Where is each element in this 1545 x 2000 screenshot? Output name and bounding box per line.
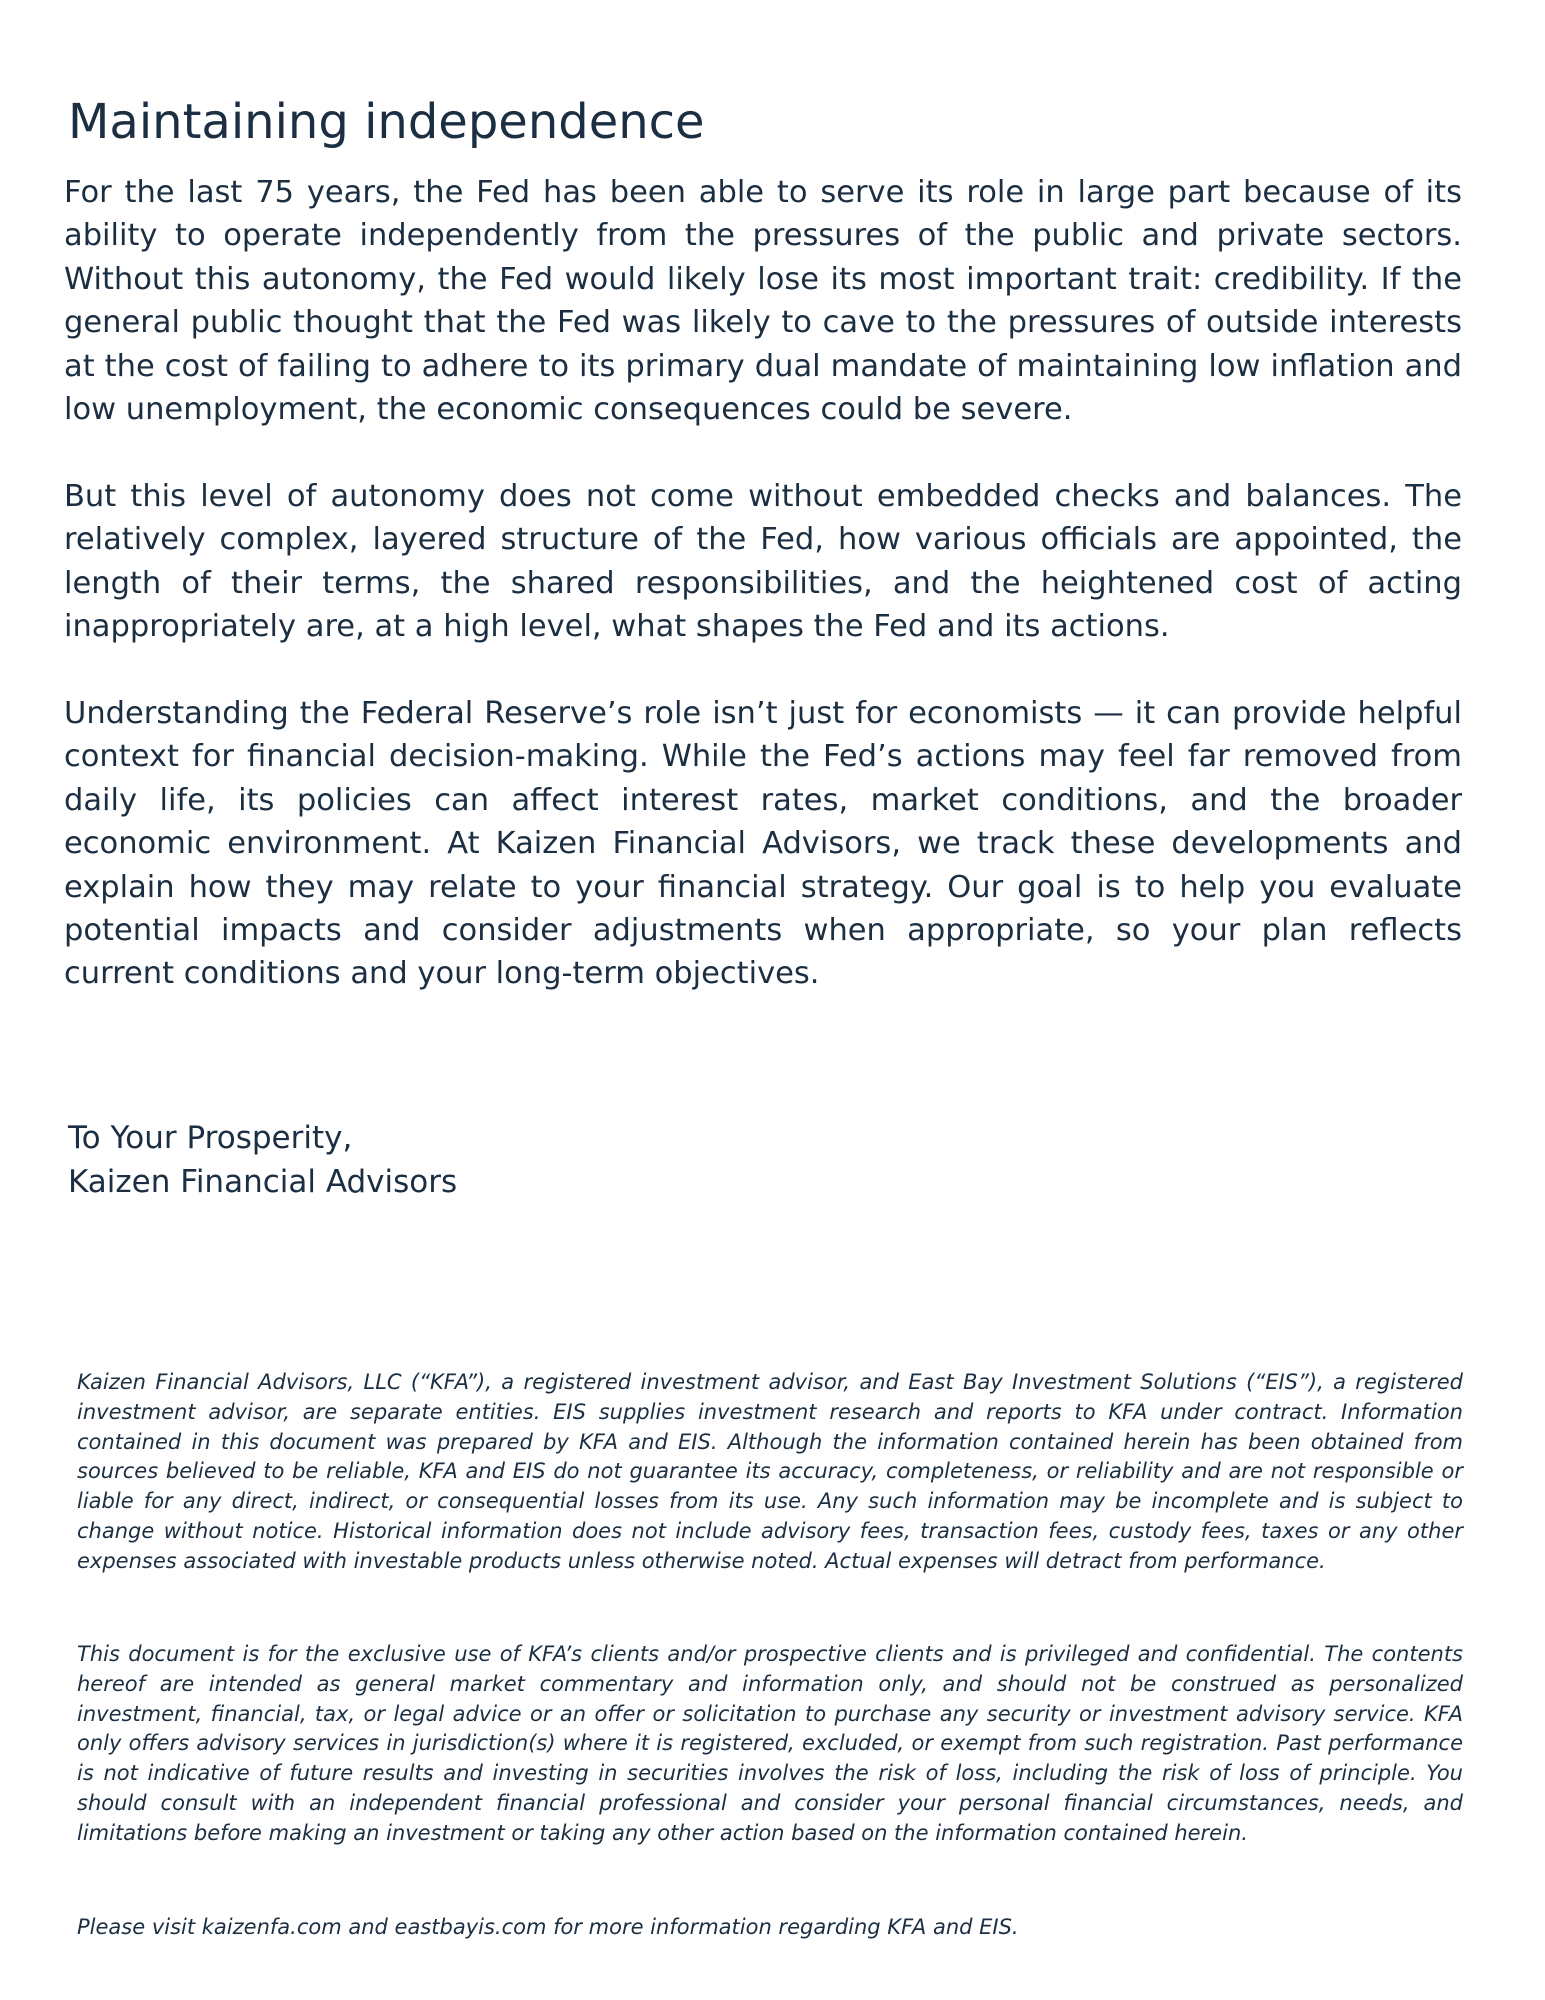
signature-line: Kaizen Financial Advisors [68,1164,458,1200]
page-title: Maintaining independence [68,94,705,150]
signoff-block [68,1116,457,1204]
body-paragraph-checks-balances: But this level of autonomy does not come without embedded checks and balances. The relatively complex, layered structure of the Fed, how various officials are appointed, the length of their terms, the shared responsibilities, and the heightened cost of acting inappropriately are, at a high level, what shapes the Fed and its actions. [64,479,1462,645]
disclaimer-websites: Please visit kaizenfa.com and eastbayis.com for more information regarding KFA and EIS. [77,1915,1019,1939]
body-paragraph-independence: For the last 75 years, the Fed has been able to serve its role in large part because of its ability to operate independently from the pressures of the public and private sectors. Without this autonomy, the Fed would likely lose its most important trait: credibility. If the general public thought that the Fed was likely to cave to the pressures of outside interests at the cost of failing to adhere to its primary dual mandate of maintaining low inflation and low unemployment, the economic consequences could be severe. [64,175,1462,428]
disclaimer-confidential: This document is for the exclusive use of KFA’s clients and/or prospective clients and is privileged and confidential. The contents hereof are intended as general market commentary and information only, and should not be construed as personalized investment, financial, tax, or legal advice or an offer or solicitation to purchase any security or investment advisory service. KFA only offers advisory services in jurisdiction(s) where it is registered, excluded, or exempt from such registration. Past performance is not indicative of future results and investing in securities involves the risk of loss, including the risk of loss of principle. You should consult with an independent financial professional and consider your personal financial circumstances, needs, and limitations before making an investment or taking any other action based on the information contained herein. [77,1642,1463,1845]
body-paragraph-kfa-role: Understanding the Federal Reserve’s role isn’t just for economists — it can provide helpful context for financial decision-making. While the Fed’s actions may feel far removed from daily life, its policies can affect interest rates, market conditions, and the broader economic environment. At Kaizen Financial Advisors, we track these developments and explain how they may relate to your financial strategy. Our goal is to help you evaluate potential impacts and consider adjustments when appropriate, so your plan reflects current conditions and your long-term objectives. [64,696,1462,992]
disclaimer-entities: Kaizen Financial Advisors, LLC (“KFA”), a registered investment advisor, and East Bay Investment Solutions (“EIS”), a registered investment advisor, are separate entities. EIS supplies investment research and reports to KFA under contract. Information contained in this document was prepared by KFA and EIS. Although the information contained herein has been obtained from sources believed to be reliable, KFA and EIS do not guarantee its accuracy, completeness, or reliability and are not responsible or liable for any direct, indirect, or consequential losses from its use. Any such information may be incomplete and is subject to change without notice. Historical information does not include advisory fees, transaction fees, custody fees, taxes or any other expenses associated with investable products unless otherwise noted. Actual expenses will detract from performance. [77,1370,1463,1573]
closing-line: To Your Prosperity, [68,1120,353,1156]
